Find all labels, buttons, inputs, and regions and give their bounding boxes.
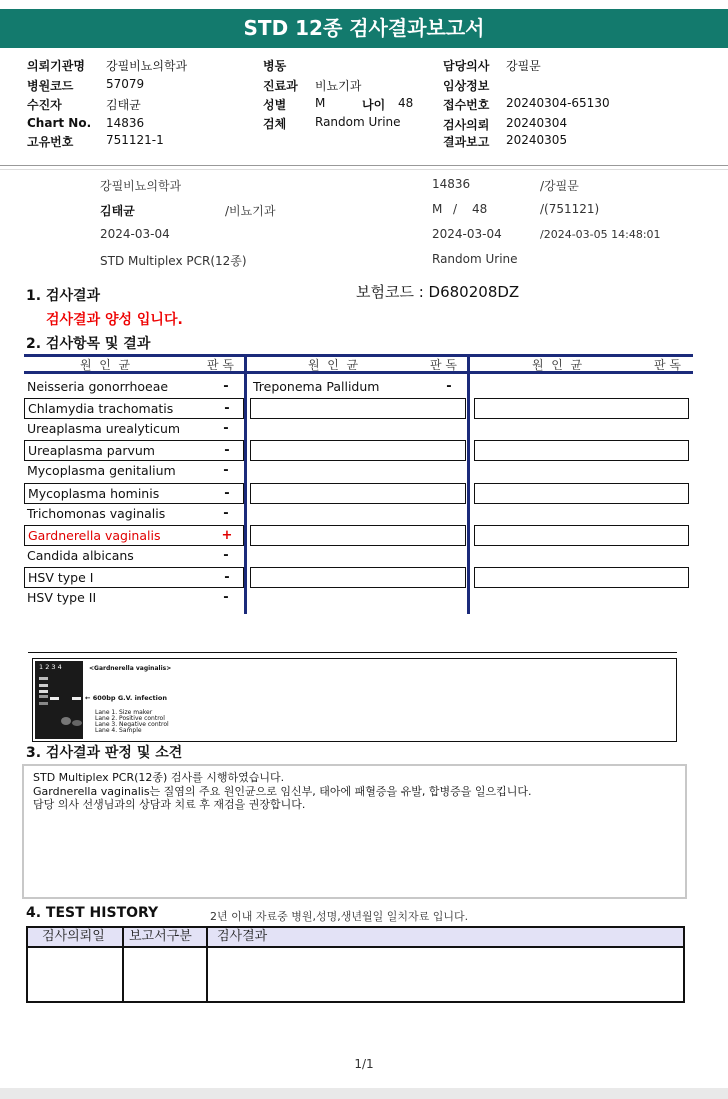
gel-band — [72, 697, 81, 700]
opinion-line: Gardnerella vaginalis는 질염의 주요 원인균으로 임신부, 태아에 패혈증을 유발, 합병증을 일으킵니다. — [33, 784, 532, 798]
col-header-result: 판 독 — [430, 358, 457, 372]
gel-legend-item: Lane 2. Positive control — [95, 715, 165, 722]
history-col-report-type: 보고서구분 — [129, 929, 192, 944]
pathogen-row — [24, 567, 244, 588]
age-value: 48 — [398, 96, 414, 110]
hdr-label: 수진자 — [27, 98, 62, 112]
empty-row — [250, 483, 466, 504]
gel-image-panel — [32, 658, 677, 742]
hdr-label: 결과보고 — [443, 135, 490, 149]
summary-report-time: /2024-03-05 14:48:01 — [540, 228, 661, 241]
history-table — [26, 926, 685, 1003]
hdr-label: 검체 — [263, 117, 287, 131]
gel-band — [72, 720, 82, 726]
gel-legend-item: Lane 1. Size maker — [95, 709, 153, 716]
empty-row — [250, 398, 466, 419]
page-number: 1/1 — [354, 1057, 374, 1071]
summary-patient: 김태균 — [100, 204, 135, 218]
gel-lane-numbers: 1 2 3 4 — [39, 663, 62, 671]
gel-band — [39, 702, 48, 705]
gel-band — [50, 697, 59, 700]
gel-band — [61, 717, 71, 725]
hdr-label: 진료과 — [263, 79, 298, 93]
empty-row — [250, 440, 466, 461]
hdr-label: 병원코드 — [27, 79, 74, 93]
summary-doctor: /강필문 — [540, 179, 579, 193]
pathogen-name: Gardnerella vaginalis — [28, 528, 161, 543]
hdr-label: 검사의뢰 — [443, 118, 490, 132]
gel-bands — [35, 661, 83, 739]
col-header-result: 판 독 — [207, 358, 234, 372]
result-positive: + — [221, 528, 233, 543]
pathogen-name: Neisseria gonorrhoeae — [27, 379, 169, 394]
pathogen-row — [24, 398, 244, 419]
empty-row — [250, 525, 466, 546]
result-negative: - — [223, 379, 229, 394]
pathogen-row — [24, 504, 244, 525]
pathogen-name: Chlamydia trachomatis — [28, 401, 174, 416]
result-negative: - — [223, 506, 229, 521]
hdr-label: 담당의사 — [443, 59, 490, 73]
pathogen-row — [24, 440, 244, 461]
summary-date: 2024-03-04 — [432, 227, 502, 241]
history-note: 2년 이내 자료중 병원,성명,생년월일 일치자료 입니다. — [210, 910, 469, 923]
summary-date: 2024-03-04 — [100, 227, 170, 241]
report-title: STD 12종 검사결과보고서 — [0, 9, 728, 48]
hdr-value: M — [315, 96, 326, 110]
hdr-value: 강필비뇨의학과 — [106, 59, 188, 73]
pathogen-row — [24, 588, 244, 609]
hdr-value: Random Urine — [315, 115, 401, 129]
pathogen-name: Mycoplasma hominis — [28, 486, 160, 501]
section-2-title: 2. 검사항목 및 결과 — [26, 336, 151, 352]
gel-legend-item: Lane 3. Negative control — [95, 721, 169, 728]
section-1-title: 1. 검사결과 — [26, 288, 101, 304]
pathogen-name: Ureaplasma urealyticum — [27, 421, 181, 436]
pathogen-row — [24, 419, 244, 440]
summary-specimen: Random Urine — [432, 252, 518, 266]
hdr-label: 성별 — [263, 98, 287, 112]
pathogen-row — [250, 377, 466, 398]
empty-row — [474, 483, 689, 504]
hdr-value: 20240304-65130 — [506, 96, 610, 110]
summary-age: 48 — [472, 202, 488, 216]
summary-hospital: 강필비뇨의학과 — [100, 179, 182, 193]
pathogen-row — [24, 461, 244, 482]
history-col-result: 검사결과 — [217, 929, 268, 944]
pathogen-name: Ureaplasma parvum — [28, 443, 155, 458]
pathogen-row — [24, 483, 244, 504]
hdr-value: 강필문 — [506, 59, 541, 73]
gel-legend-item: Lane 4. Sample — [95, 727, 142, 734]
result-negative: - — [446, 379, 452, 394]
gel-band — [39, 684, 48, 687]
hdr-value: 20240304 — [506, 116, 568, 130]
summary-sex: M — [432, 202, 443, 216]
col-header-result: 판 독 — [654, 358, 681, 372]
gel-band — [39, 695, 48, 698]
result-negative: - — [224, 570, 230, 585]
gel-title: <Gardnerella vaginalis> — [89, 665, 172, 672]
history-col-divider — [122, 928, 124, 1001]
gel-electrophoresis-image — [35, 661, 83, 739]
section-4-title: 4. TEST HISTORY — [26, 905, 159, 921]
empty-row — [474, 567, 689, 588]
summary-dept: /비뇨기과 — [225, 204, 276, 218]
history-col-request-date: 검사의뢰일 — [42, 929, 105, 944]
col-header-pathogen: 원 인 균 — [308, 358, 359, 372]
summary-chart-no: 14836 — [432, 177, 471, 191]
opinion-line: STD Multiplex PCR(12종) 검사를 시행하였습니다. — [33, 771, 285, 784]
hdr-value: 김태균 — [106, 98, 141, 112]
result-negative: - — [223, 548, 229, 563]
header-divider — [0, 165, 728, 166]
pathogen-row — [24, 525, 244, 546]
result-negative: - — [223, 463, 229, 478]
hdr-label: 임상정보 — [443, 79, 490, 93]
empty-row — [474, 525, 689, 546]
result-negative: - — [223, 590, 229, 605]
col-header-pathogen: 원 인 균 — [532, 358, 583, 372]
hdr-label: 고유번호 — [27, 135, 74, 149]
pathogen-name: Candida albicans — [27, 548, 134, 563]
hdr-value: 20240305 — [506, 133, 568, 147]
hdr-value: 14836 — [106, 116, 145, 130]
grid-column-divider — [244, 354, 247, 614]
gel-band-annotation: ← 600bp G.V. infection — [85, 694, 167, 702]
pathogen-name: Trichomonas vaginalis — [27, 506, 166, 521]
history-table-header — [28, 928, 683, 948]
result-negative: - — [224, 486, 230, 501]
summary-birth: /(751121) — [540, 202, 600, 216]
empty-row — [474, 440, 689, 461]
pathogen-name: HSV type I — [28, 570, 94, 585]
col-header-pathogen: 원 인 균 — [80, 358, 131, 372]
summary-test-name: STD Multiplex PCR(12종) — [100, 254, 247, 268]
pathogen-name: Mycoplasma genitalium — [27, 463, 176, 478]
opinion-line: 담당 의사 선생님과의 상담과 치료 후 재검을 권장합니다. — [33, 798, 306, 811]
hdr-label: Chart No. — [27, 116, 92, 130]
result-negative: - — [224, 401, 230, 416]
result-negative: - — [223, 421, 229, 436]
insurance-code: 보험코드 : D680208DZ — [356, 283, 520, 301]
pathogen-name: Treponema Pallidum — [253, 379, 380, 394]
gel-divider — [28, 652, 677, 653]
gel-band — [39, 690, 48, 693]
section-3-title: 3. 검사결과 판정 및 소견 — [26, 745, 183, 761]
pathogen-name: HSV type II — [27, 590, 97, 605]
hdr-value: 비뇨기과 — [315, 79, 362, 93]
grid-column-divider — [467, 354, 470, 614]
hdr-label: 병동 — [263, 59, 287, 73]
history-col-divider — [206, 928, 208, 1001]
empty-row — [250, 567, 466, 588]
pathogen-row — [24, 377, 244, 398]
hdr-label: 접수번호 — [443, 98, 490, 112]
gel-band — [39, 677, 48, 680]
hdr-value: 57079 — [106, 77, 145, 91]
pathogen-row — [24, 546, 244, 567]
header-divider — [0, 169, 728, 170]
positive-result-text: 검사결과 양성 입니다. — [46, 312, 183, 328]
opinion-box — [22, 764, 687, 899]
hdr-label: 의뢰기관명 — [27, 59, 85, 73]
empty-row — [474, 398, 689, 419]
summary-slash: / — [453, 202, 458, 216]
age-label: 나이 — [362, 98, 386, 112]
result-negative: - — [224, 443, 230, 458]
hdr-value: 751121-1 — [106, 133, 164, 147]
